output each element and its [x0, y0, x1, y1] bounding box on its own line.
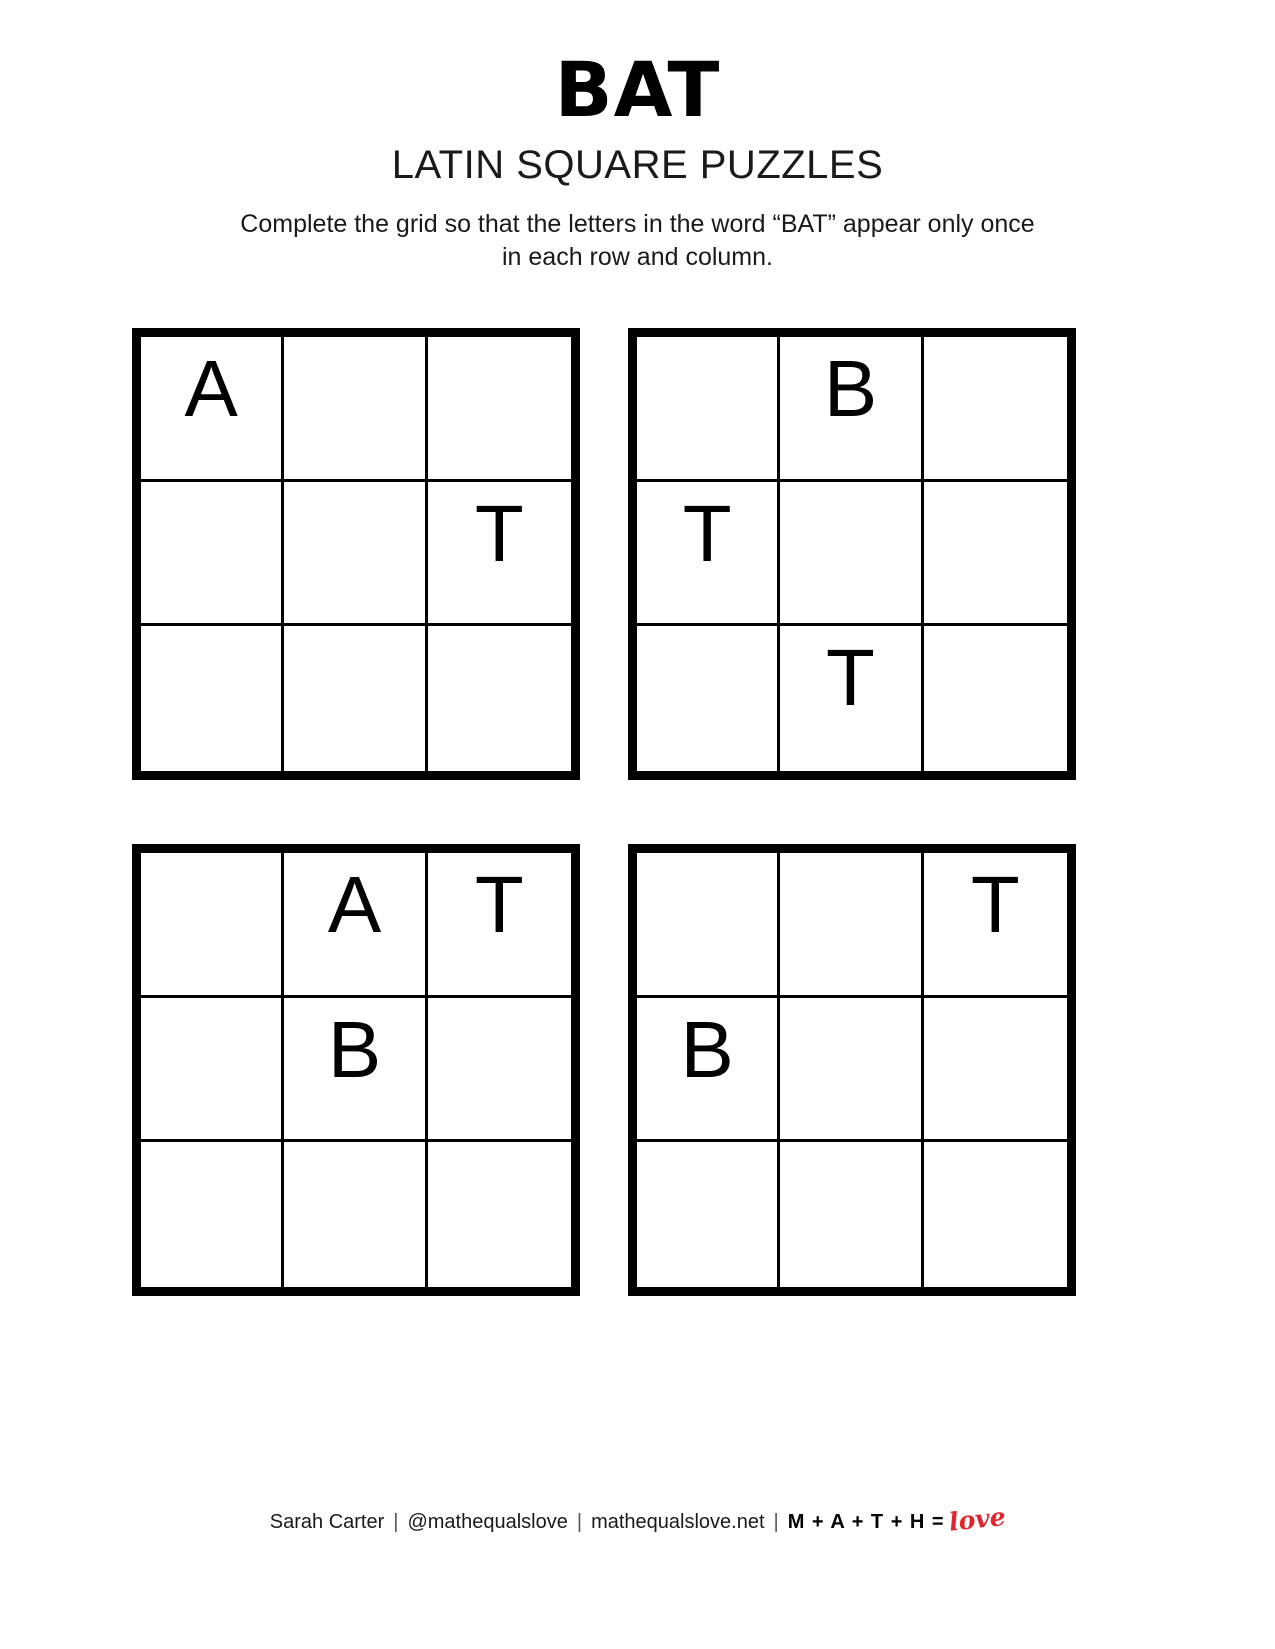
footer-equation: M + A + T + H = — [787, 1511, 945, 1533]
puzzle-cell[interactable] — [780, 853, 923, 998]
puzzle-cell[interactable] — [428, 337, 571, 482]
cell-letter: B — [823, 344, 878, 433]
puzzle-cell[interactable] — [284, 1142, 427, 1287]
puzzle-cell[interactable] — [141, 337, 284, 482]
footer-handle: @mathequalslove — [407, 1511, 568, 1533]
puzzle-cell[interactable] — [141, 998, 284, 1143]
puzzle-grid-3[interactable] — [132, 844, 580, 1296]
puzzle-cell[interactable] — [924, 626, 1067, 771]
puzzle-cell[interactable] — [284, 853, 427, 998]
footer-separator-2: | — [576, 1511, 583, 1533]
footer-website[interactable]: mathequalslove.net — [591, 1511, 765, 1533]
puzzle-cell[interactable] — [924, 1142, 1067, 1287]
worksheet-footer — [0, 1501, 1275, 1537]
puzzle-cell[interactable] — [284, 482, 427, 627]
puzzle-cell[interactable] — [637, 626, 780, 771]
footer-separator-3: | — [773, 1511, 779, 1533]
instructions-line-2: in each row and column. — [502, 243, 773, 272]
puzzle-cell[interactable] — [924, 337, 1067, 482]
puzzle-cell[interactable] — [637, 1142, 780, 1287]
puzzle-cell[interactable] — [141, 1142, 284, 1287]
puzzle-cell[interactable] — [284, 626, 427, 771]
puzzle-cell[interactable] — [924, 853, 1067, 998]
puzzle-cell[interactable] — [284, 998, 427, 1143]
cell-letter: B — [680, 1004, 734, 1094]
puzzle-cell[interactable] — [780, 626, 923, 771]
puzzle-cell[interactable] — [428, 1142, 571, 1287]
footer-separator-1: | — [393, 1511, 399, 1533]
page-subtitle: LATIN SQUARE PUZZLES — [391, 143, 884, 187]
cell-letter: A — [327, 860, 382, 949]
puzzle-cell[interactable] — [780, 337, 923, 482]
cell-letter: T — [474, 488, 524, 578]
puzzle-cell[interactable] — [637, 998, 780, 1143]
instructions-line-1: Complete the grid so that the letters in the word “BAT” appear only once — [240, 210, 1035, 238]
puzzle-cell[interactable] — [141, 626, 284, 771]
worksheet-header — [0, 0, 1275, 275]
puzzle-area — [132, 328, 1076, 1296]
puzzle-grid-4[interactable] — [628, 844, 1076, 1296]
love-logo: love — [947, 1501, 1007, 1537]
puzzle-row-top — [132, 328, 1076, 780]
puzzle-row-bottom — [132, 844, 1076, 1296]
footer-author: Sarah Carter — [269, 1511, 385, 1533]
puzzle-cell[interactable] — [141, 482, 284, 627]
puzzle-cell[interactable] — [428, 998, 571, 1143]
cell-letter: A — [184, 344, 238, 433]
puzzle-cell[interactable] — [637, 853, 780, 998]
puzzle-cell[interactable] — [924, 998, 1067, 1143]
page-title: BAT — [554, 45, 721, 134]
puzzle-cell[interactable] — [284, 337, 427, 482]
puzzle-cell[interactable] — [924, 482, 1067, 627]
puzzle-cell[interactable] — [141, 853, 284, 998]
puzzle-cell[interactable] — [428, 626, 571, 771]
instructions-text — [208, 208, 1068, 275]
cell-letter: T — [474, 860, 524, 949]
puzzle-cell[interactable] — [428, 853, 571, 998]
cell-letter: T — [826, 633, 875, 723]
cell-letter: B — [327, 1004, 382, 1094]
puzzle-cell[interactable] — [428, 482, 571, 627]
puzzle-grid-1[interactable] — [132, 328, 580, 780]
cell-letter: T — [970, 860, 1020, 949]
cell-letter: T — [682, 488, 732, 578]
puzzle-grid-2[interactable] — [628, 328, 1076, 780]
puzzle-cell[interactable] — [780, 1142, 923, 1287]
puzzle-cell[interactable] — [780, 998, 923, 1143]
puzzle-cell[interactable] — [637, 337, 780, 482]
puzzle-cell[interactable] — [780, 482, 923, 627]
puzzle-cell[interactable] — [637, 482, 780, 627]
